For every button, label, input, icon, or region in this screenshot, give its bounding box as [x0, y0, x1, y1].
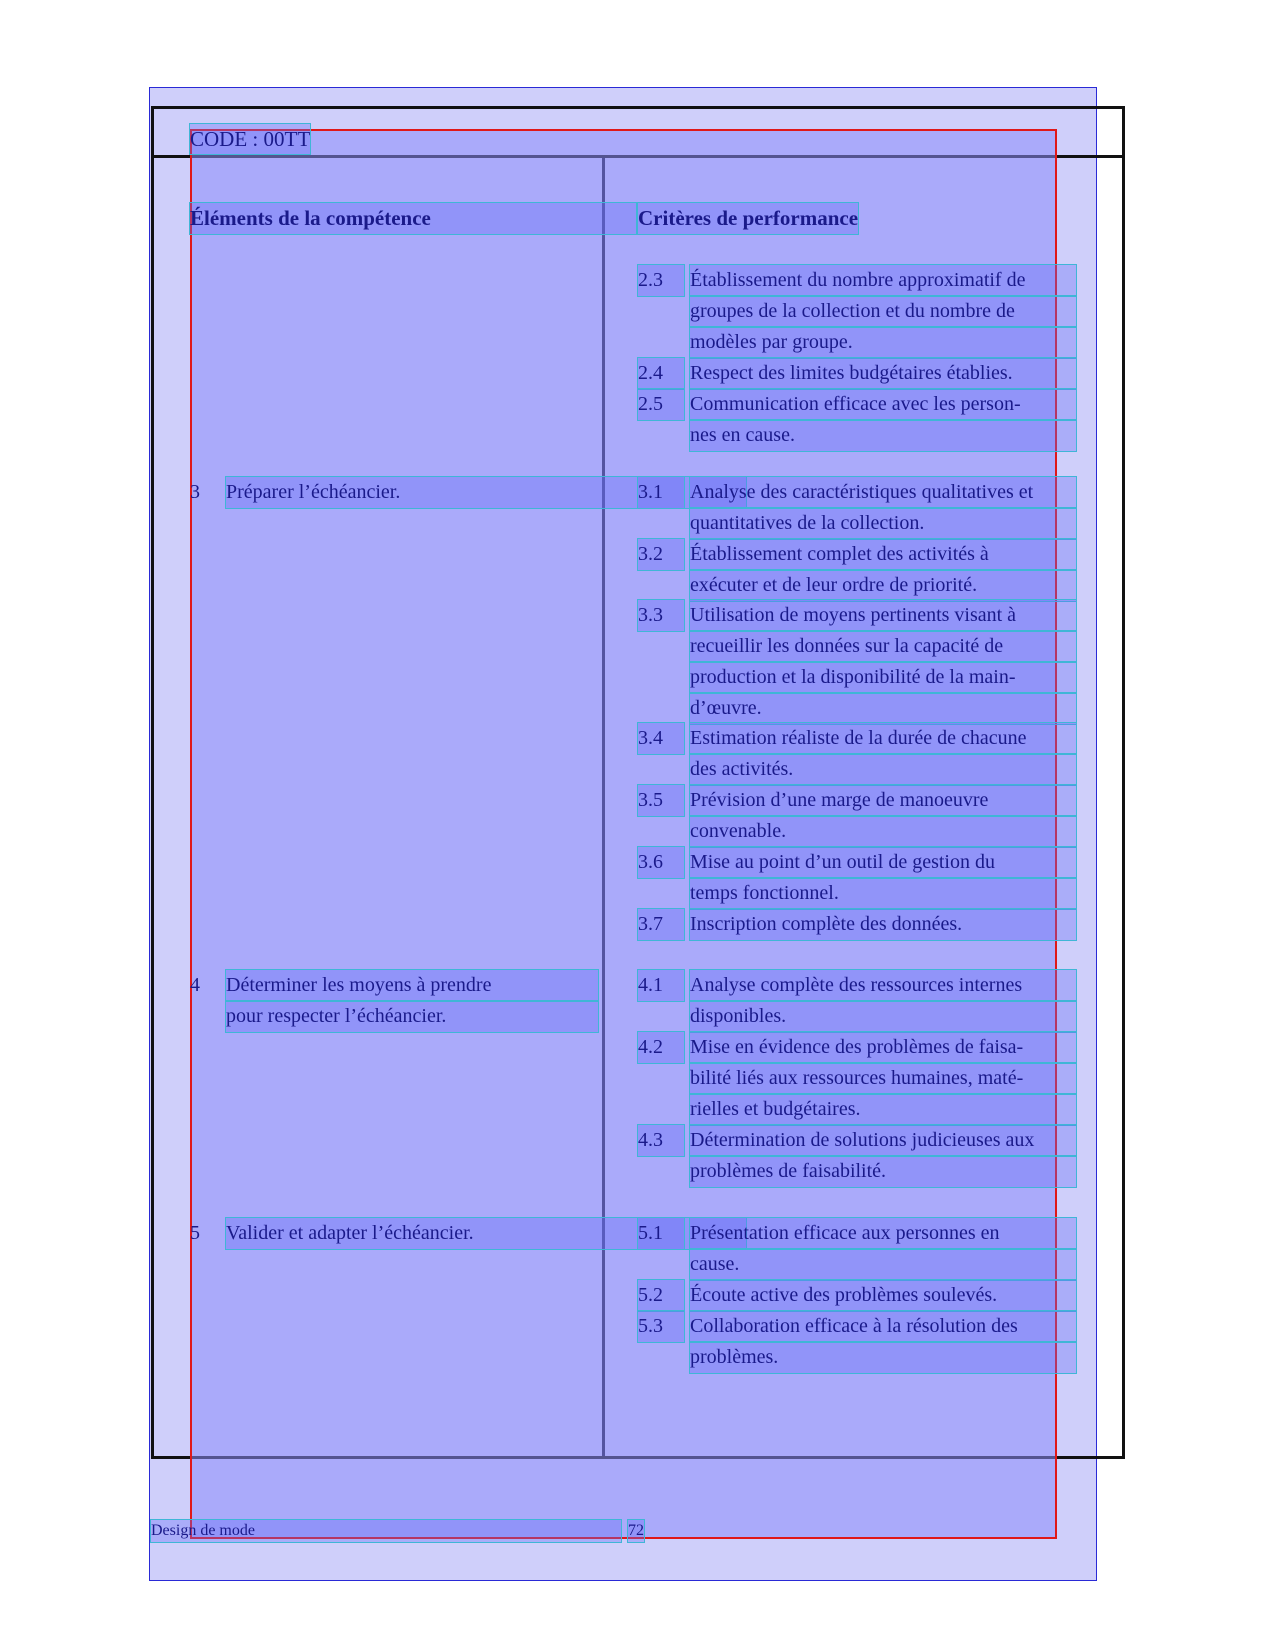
criterion-number: 3.5: [638, 785, 684, 816]
criterion-text: production et la disponibilité de la main-: [690, 662, 1076, 693]
elements-heading: Éléments de la compétence: [190, 203, 636, 234]
criterion-text: Détermination de solutions judicieuses aux: [690, 1125, 1076, 1156]
criterion-text: Inscription complète des données.: [690, 909, 1076, 940]
criterion-text: d’œuvre.: [690, 693, 1076, 724]
criterion-text: Utilisation de moyens pertinents visant à: [690, 600, 1076, 631]
criterion-text: Présentation efficace aux personnes en: [690, 1218, 1076, 1249]
criterion-text: problèmes.: [690, 1342, 1076, 1373]
criterion-number: 3.4: [638, 723, 684, 754]
criterion-text: problèmes de faisabilité.: [690, 1156, 1076, 1187]
criterion-number: 4.2: [638, 1032, 684, 1063]
criterion-number: 4.1: [638, 970, 684, 1001]
element-text: Valider et adapter l’échéancier.: [226, 1218, 746, 1249]
page-number: 72: [628, 1520, 644, 1542]
criterion-text: bilité liés aux ressources humaines, maté-: [690, 1063, 1076, 1094]
criterion-number: 5.1: [638, 1218, 684, 1249]
criterion-number: 3.1: [638, 477, 684, 508]
criterion-number: 3.6: [638, 847, 684, 878]
element-text: pour respecter l’échéancier.: [226, 1001, 598, 1032]
criterion-text: Analyse complète des ressources internes: [690, 970, 1076, 1001]
criterion-number: 5.3: [638, 1311, 684, 1342]
criterion-text: disponibles.: [690, 1001, 1076, 1032]
criterion-number: 3.3: [638, 600, 684, 631]
criterion-number: 3.7: [638, 909, 684, 940]
criterion-text: quantitatives de la collection.: [690, 508, 1076, 539]
criterion-number: 2.5: [638, 389, 684, 420]
criterion-number: 5.2: [638, 1280, 684, 1311]
criterion-text: Analyse des caractéristiques qualitatives et: [690, 477, 1076, 508]
criterion-number: 2.3: [638, 265, 684, 296]
element-number: 3: [190, 481, 200, 503]
criterion-text: exécuter et de leur ordre de priorité.: [690, 570, 1076, 601]
criterion-text: Prévision d’une marge de manoeuvre: [690, 785, 1076, 816]
criterion-text: groupes de la collection et du nombre de: [690, 296, 1076, 327]
element-text: Déterminer les moyens à prendre: [226, 970, 598, 1001]
criterion-number: 2.4: [638, 358, 684, 389]
criterion-number: 3.2: [638, 539, 684, 570]
criterion-text: Collaboration efficace à la résolution des: [690, 1311, 1076, 1342]
element-number: 4: [190, 974, 200, 996]
criterion-text: Communication efficace avec les person-: [690, 389, 1076, 420]
criterion-text: Mise en évidence des problèmes de faisa-: [690, 1032, 1076, 1063]
criterion-text: Établissement du nombre approximatif de: [690, 265, 1076, 296]
code-label: CODE : 00TT: [190, 124, 310, 154]
criterion-text: convenable.: [690, 816, 1076, 847]
footer-title: Design de mode: [151, 1520, 621, 1542]
criterion-text: Respect des limites budgétaires établies.: [690, 358, 1076, 389]
criterion-text: rielles et budgétaires.: [690, 1094, 1076, 1125]
element-number: 5: [190, 1222, 200, 1244]
criterion-text: Écoute active des problèmes soulevés.: [690, 1280, 1076, 1311]
criterion-text: temps fonctionnel.: [690, 878, 1076, 909]
criterion-text: Estimation réaliste de la durée de chacune: [690, 723, 1076, 754]
criterion-text: Établissement complet des activités à: [690, 539, 1076, 570]
criterion-text: des activités.: [690, 754, 1076, 785]
criterion-text: nes en cause.: [690, 420, 1076, 451]
criterion-text: Mise au point d’un outil de gestion du: [690, 847, 1076, 878]
element-text: Préparer l’échéancier.: [226, 477, 746, 508]
criterion-number: 4.3: [638, 1125, 684, 1156]
criterion-text: recueillir les données sur la capacité de: [690, 631, 1076, 662]
criterion-text: modèles par groupe.: [690, 327, 1076, 358]
criteria-heading: Critères de performance: [638, 203, 858, 234]
criterion-text: cause.: [690, 1249, 1076, 1280]
